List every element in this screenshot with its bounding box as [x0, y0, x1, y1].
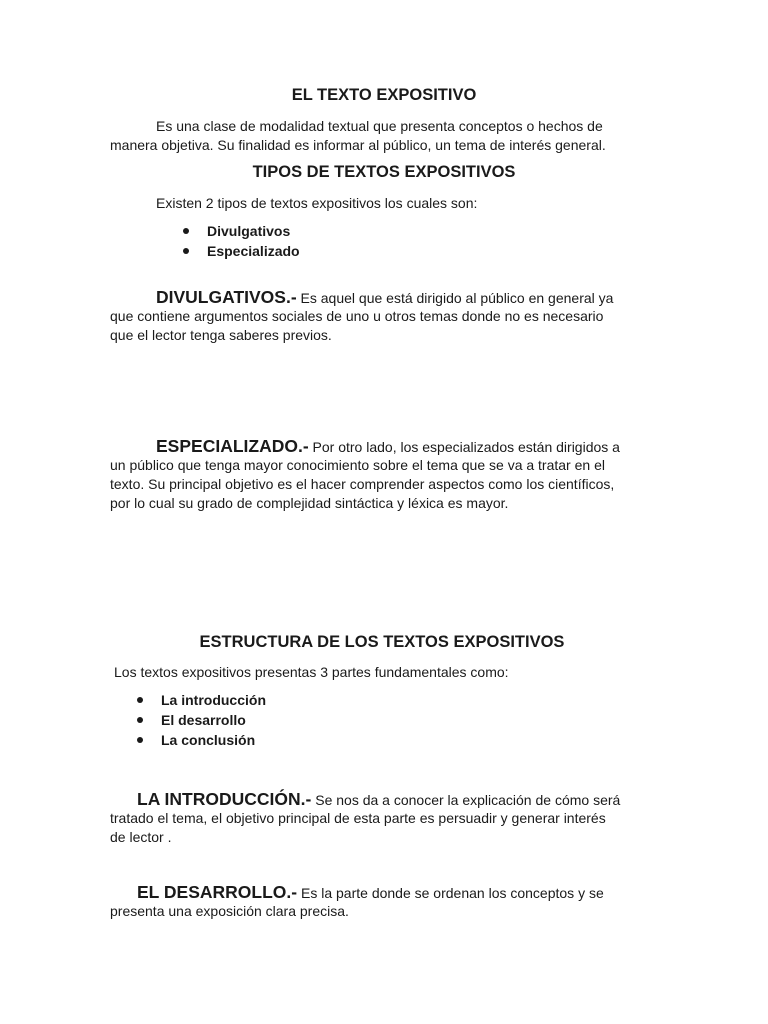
introduccion-lead: LA INTRODUCCIÓN.- — [137, 789, 312, 809]
list-item: La introducción — [137, 690, 266, 710]
especializado-line-1: ESPECIALIZADO.- Por otro lado, los especializados están dirigidos a — [156, 436, 620, 456]
divulgativos-line-1: DIVULGATIVOS.- Es aquel que está dirigido al público en general ya — [156, 287, 614, 307]
bullet-icon — [183, 228, 189, 234]
especializado-line-3: texto. Su principal objetivo es el hacer comprender aspectos como los científicos, — [110, 476, 615, 492]
list-item: La conclusión — [137, 730, 266, 750]
especializado-line-4: por lo cual su grado de complejidad sintáctica y léxica es mayor. — [110, 495, 509, 511]
divulgativos-line-3: que el lector tenga saberes previos. — [110, 327, 332, 343]
introduccion-paragraph — [110, 790, 620, 847]
bullet-icon — [183, 248, 189, 254]
divulgativos-lead: DIVULGATIVOS.- — [156, 287, 297, 307]
section-heading-estructura: ESTRUCTURA DE LOS TEXTOS EXPOSITIVOS — [199, 633, 565, 651]
section-heading-tipos: TIPOS DE TEXTOS EXPOSITIVOS — [252, 163, 516, 181]
desarrollo-paragraph — [110, 883, 604, 921]
introduccion-line-1: LA INTRODUCCIÓN.- Se nos da a conocer la explicación de cómo será — [137, 789, 621, 809]
estructura-list — [137, 690, 266, 750]
desarrollo-line-2: presenta una exposición clara precisa. — [110, 903, 349, 919]
desarrollo-lead: EL DESARROLLO.- — [137, 882, 298, 902]
divulgativos-line-2: que contiene argumentos sociales de uno u otros temas donde no es necesario — [110, 308, 604, 324]
desarrollo-line-1: EL DESARROLLO.- Es la parte donde se ordenan los conceptos y se — [137, 882, 604, 902]
intro-line-2: manera objetiva. Su finalidad es informar al público, un tema de interés general. — [110, 137, 606, 153]
bullet-icon — [137, 737, 143, 743]
list-item: El desarrollo — [137, 710, 266, 730]
especializado-paragraph — [110, 437, 620, 513]
introduccion-line-3: de lector . — [110, 829, 172, 845]
introduccion-line-2: tratado el tema, el objetivo principal de esta parte es persuadir y generar interés — [110, 810, 606, 826]
especializado-lead: ESPECIALIZADO.- — [156, 436, 309, 456]
divulgativos-paragraph — [110, 288, 613, 345]
intro-line-1: Es una clase de modalidad textual que presenta conceptos o hechos de — [156, 118, 603, 134]
bullet-icon — [137, 717, 143, 723]
list-item: Divulgativos — [183, 221, 300, 241]
estructura-intro: Los textos expositivos presentas 3 partes fundamentales como: — [114, 664, 509, 680]
list-item: Especializado — [183, 241, 300, 261]
tipos-intro: Existen 2 tipos de textos expositivos los cuales son: — [156, 195, 478, 211]
especializado-line-2: un público que tenga mayor conocimiento sobre el tema que se va a tratar en el — [110, 457, 605, 473]
bullet-icon — [137, 697, 143, 703]
document-title: EL TEXTO EXPOSITIVO — [291, 86, 477, 104]
intro-paragraph — [110, 117, 606, 155]
tipos-list — [183, 221, 300, 261]
